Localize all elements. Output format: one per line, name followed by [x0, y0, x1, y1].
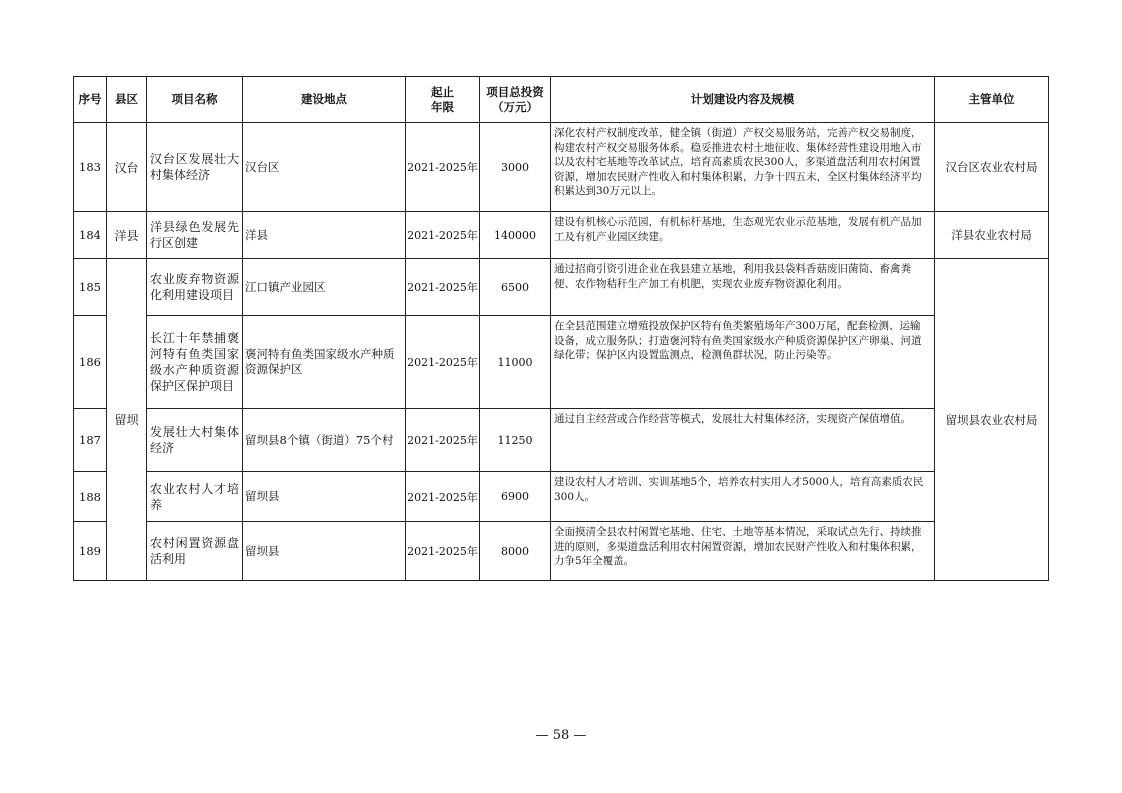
cell-content	[551, 123, 935, 212]
cell-years: 2021-2025年	[406, 409, 480, 472]
cell-project-name: 农业农村人才培养	[147, 472, 243, 522]
cell-investment: 8000	[480, 522, 551, 581]
table-row	[74, 409, 1049, 472]
cell-location: 留坝县8个镇（街道）75个村	[243, 409, 406, 472]
projects-table	[73, 76, 1049, 581]
cell-project-name: 发展壮大村集体经济	[147, 409, 243, 472]
cell-investment: 11250	[480, 409, 551, 472]
table-row	[74, 522, 1049, 581]
header-investment-line2: （万元）	[492, 99, 538, 114]
cell-years: 2021-2025年	[406, 522, 480, 581]
cell-content	[551, 409, 935, 472]
cell-project-name: 长江十年禁捕褒河特有鱼类国家级水产种质资源保护区保护项目	[147, 316, 243, 409]
cell-content-text: 通过招商引资引进企业在我县建立基地，利用我县袋料香菇废旧菌筒、畜禽粪便、农作物秸秆生产加工有机肥，实现农业废弃物资源化利用。	[554, 263, 911, 290]
cell-project-name: 汉台区发展壮大村集体经济	[147, 123, 243, 212]
cell-unit: 汉台区农业农村局	[935, 123, 1049, 212]
cell-location: 洋县	[243, 212, 406, 259]
header-years-line2: 年限	[431, 99, 454, 114]
cell-seq: 186	[74, 316, 107, 409]
header-years	[406, 77, 480, 123]
cell-county: 洋县	[107, 212, 147, 259]
cell-seq: 187	[74, 409, 107, 472]
cell-seq: 185	[74, 259, 107, 316]
cell-investment: 6900	[480, 472, 551, 522]
cell-content	[551, 316, 935, 409]
header-years-line1: 起止	[431, 84, 454, 99]
cell-years: 2021-2025年	[406, 212, 480, 259]
cell-location: 留坝县	[243, 522, 406, 581]
cell-content	[551, 472, 935, 522]
header-location: 建设地点	[243, 77, 406, 123]
table-row	[74, 472, 1049, 522]
cell-project-name: 农村闲置资源盘活利用	[147, 522, 243, 581]
cell-project-name: 洋县绿色发展先行区创建	[147, 212, 243, 259]
cell-investment: 3000	[480, 123, 551, 212]
header-project-name: 项目名称	[147, 77, 243, 123]
cell-years: 2021-2025年	[406, 472, 480, 522]
cell-content-text: 通过自主经营或合作经营等模式，发展壮大村集体经济，实现资产保值增值。	[554, 413, 911, 425]
header-content: 计划建设内容及规模	[551, 77, 935, 123]
cell-content	[551, 259, 935, 316]
cell-unit: 洋县农业农村局	[935, 212, 1049, 259]
cell-content	[551, 212, 935, 259]
cell-county: 留坝	[107, 259, 147, 581]
cell-investment: 140000	[480, 212, 551, 259]
cell-location: 汉台区	[243, 123, 406, 212]
cell-content-text: 全面摸清全县农村闲置宅基地、住宅、土地等基本情况，采取试点先行、持续推进的原则，多渠道盘活利用农村闲置资源，增加农民财产性收入和村集体积累，力争5年全覆盖。	[554, 526, 922, 567]
cell-location: 留坝县	[243, 472, 406, 522]
table-row	[74, 123, 1049, 212]
page-number: — 58 —	[535, 728, 587, 743]
header-investment-line1: 项目总投资	[486, 84, 544, 99]
cell-content-text: 深化农村产权制度改革，健全镇（街道）产权交易服务站，完善产权交易制度，构建农村产权交易服务体系。稳妥推进农村土地征收、集体经营性建设用地入市以及农村宅基地等改革试点，培育高素质农民300人，多渠道盘活利用农村闲置资源，增加农民财产性收入和村集体积累，力争十四五末，全区村集体经济平均积累达到30万元以上。	[554, 127, 922, 197]
cell-project-name: 农业废弃物资源化利用建设项目	[147, 259, 243, 316]
table-row	[74, 212, 1049, 259]
cell-years: 2021-2025年	[406, 316, 480, 409]
cell-content	[551, 522, 935, 581]
header-row	[74, 77, 1049, 123]
cell-content-text: 在全县范围建立增殖投放保护区特有鱼类繁殖场年产300万尾，配套检测、运输设备，成立服务队；打造褒河特有鱼类国家级水产种质资源保护区产卵巢、河道绿化带；保护区内设置监测点，检测鱼群状况，防止污染等。	[554, 320, 922, 361]
cell-years: 2021-2025年	[406, 123, 480, 212]
header-investment	[480, 77, 551, 123]
table-row	[74, 316, 1049, 409]
header-county: 县区	[107, 77, 147, 123]
header-seq: 序号	[74, 77, 107, 123]
cell-investment: 6500	[480, 259, 551, 316]
cell-content-text: 建设农村人才培训、实训基地5个，培养农村实用人才5000人，培育高素质农民300人。	[554, 476, 924, 503]
cell-investment: 11000	[480, 316, 551, 409]
cell-unit: 留坝县农业农村局	[935, 259, 1049, 581]
cell-county: 汉台	[107, 123, 147, 212]
table-row	[74, 259, 1049, 316]
cell-seq: 183	[74, 123, 107, 212]
cell-location: 褒河特有鱼类国家级水产种质资源保护区	[243, 316, 406, 409]
cell-seq: 189	[74, 522, 107, 581]
header-unit: 主管单位	[935, 77, 1049, 123]
cell-seq: 184	[74, 212, 107, 259]
cell-location: 江口镇产业园区	[243, 259, 406, 316]
cell-seq: 188	[74, 472, 107, 522]
cell-years: 2021-2025年	[406, 259, 480, 316]
cell-content-text: 建设有机核心示范园，有机标杆基地，生态观光农业示范基地，发展有机产品加工及有机产业园区续建。	[554, 216, 922, 243]
